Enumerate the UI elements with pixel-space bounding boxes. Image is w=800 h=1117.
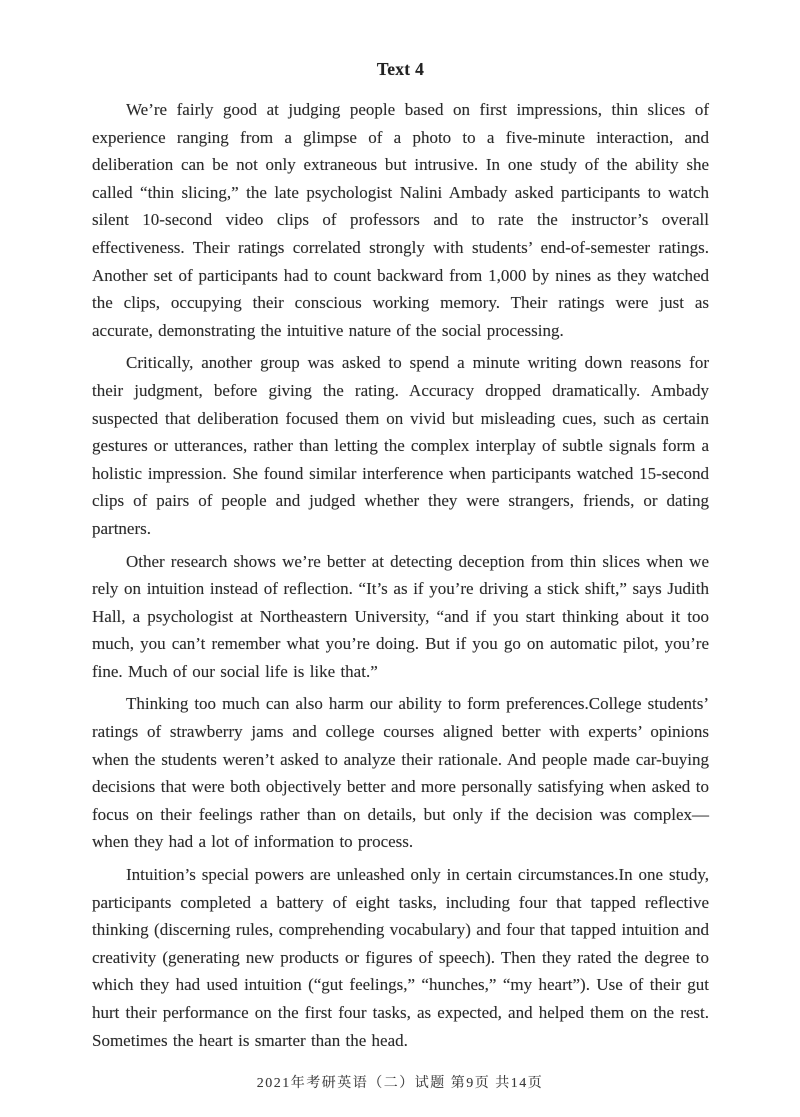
paragraph-2: Critically, another group was asked to spend a minute writing down reasons for their judgment, before giving the rating. Accuracy dropped dramatically. Ambady suspected that deliberation focused them on vivid but misleading cues, such as certain gestures or utterances, rather than letting the complex interplay of subtle signals form a holistic impression. She found similar interference when participants watched 15-second clips of pairs of people and judged whether they were strangers, friends, or dating partners. bbox=[92, 353, 709, 538]
paragraph-1: We’re fairly good at judging people based on first impressions, thin slices of experience ranging from a glimpse of a photo to a five-minute interaction, and deliberation can be not only extraneous but intrusive. In one study of the ability she called “thin slicing,” the late psychologist Nalini Ambady asked participants to watch silent 10-second video clips of professors and to rate the instructor’s overall effectiveness. Their ratings correlated strongly with students’ end-of-semester ratings. Another set of participants had to count backward from 1,000 by nines as they watched the clips, occupying their conscious working memory. Their ratings were just as accurate, demonstrating the intuitive nature of the social processing. bbox=[92, 100, 709, 340]
reading-passage bbox=[92, 96, 709, 1054]
page-title: Text 4 bbox=[376, 59, 425, 79]
paragraph-5: Intuition’s special powers are unleashed only in certain circumstances.In one study, participants completed a battery of eight tasks, including four that tapped reflective thinking (discerning rules, comprehending vocabulary) and four that tapped intuition and creativity (generating new products or figures of speech). Then they rated the degree to which they had used intuition (“gut feelings,” “hunches,” “my heart”). Use of their gut hurt their performance on the first four tasks, as expected, and helped them on the rest. Sometimes the heart is smarter than the head. bbox=[92, 865, 709, 1050]
paragraph-3: Other research shows we’re better at detecting deception from thin slices when we rely on intuition instead of reflection. “It’s as if you’re driving a stick shift,” says Judith Hall, a psychologist at Northeastern University, “and if you start thinking about it too much, you can’t remember what you’re doing. But if you go on automatic pilot, you’re fine. Much of our social life is like that.” bbox=[92, 551, 709, 681]
paragraph-4: Thinking too much can also harm our ability to form preferences.College students’ ratings of strawberry jams and college courses aligned better with experts’ opinions when the students weren’t asked to analyze their rationale. And people made car-buying decisions that were both objectively better and more personally satisfying when asked to focus on their feelings rather than on details, but only if the decision was complex—when they had a lot of information to process. bbox=[92, 694, 709, 852]
page-footer: 2021年考研英语（二）试题 第9页 共14页 bbox=[256, 1076, 544, 1091]
